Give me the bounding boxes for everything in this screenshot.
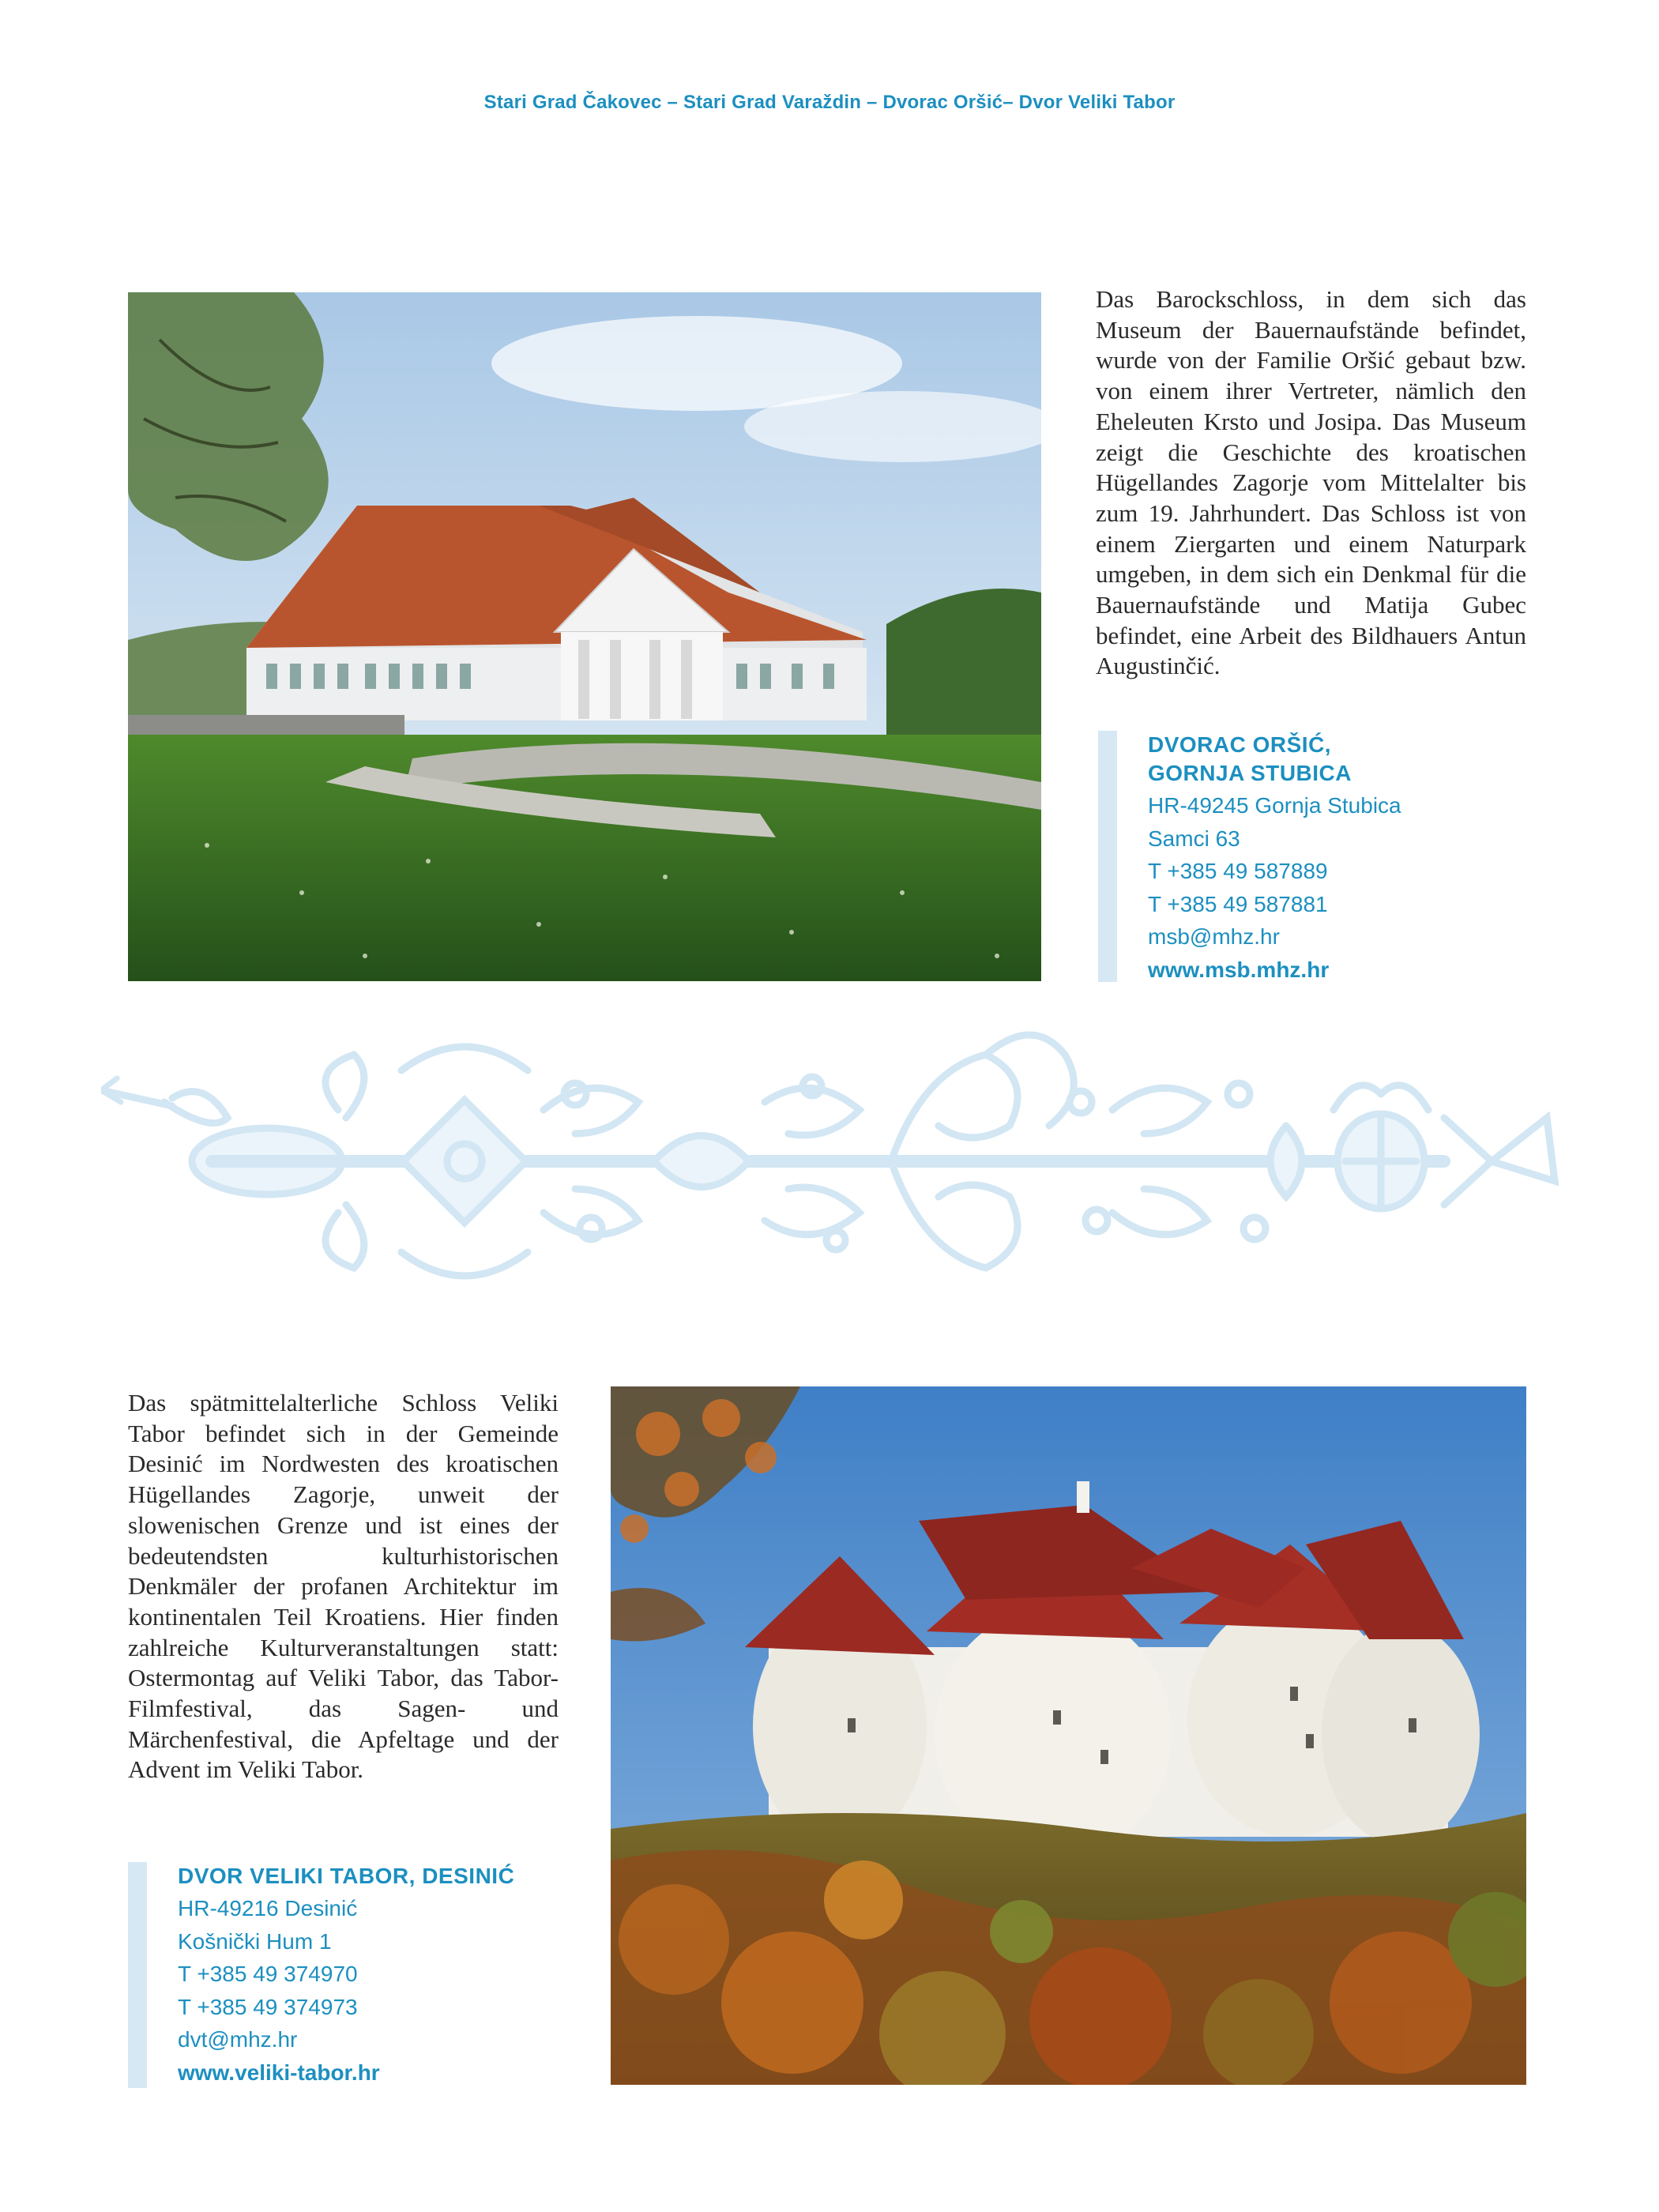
dvorac-orsic-contact xyxy=(1098,731,1493,982)
dvorac-orsic-image xyxy=(128,292,1041,981)
contact-name: DVOR VELIKI TABOR, DESINIĆ xyxy=(178,1864,515,1888)
running-header: Stari Grad Čakovec – Stari Grad Varaždin – Dvorac Oršić– Dvor Veliki Tabor xyxy=(483,92,1176,113)
contact-name-line2: GORNJA STUBICA xyxy=(1148,761,1352,785)
veliki-tabor-image xyxy=(611,1386,1526,2085)
contact-phone-1: T +385 49 374970 xyxy=(178,1962,358,1986)
contact-phone-1: T +385 49 587889 xyxy=(1148,859,1328,883)
decorative-ornament xyxy=(101,1023,1563,1300)
contact-email-link[interactable]: msb@mhz.hr xyxy=(1148,924,1280,949)
contact-street: Košnički Hum 1 xyxy=(178,1928,332,1954)
contact-street: Samci 63 xyxy=(1148,826,1240,851)
contact-accent-bar xyxy=(128,1862,147,2088)
contact-postal: HR-49245 Gornja Stubica xyxy=(1148,793,1401,818)
contact-postal: HR-49216 Desinić xyxy=(178,1896,358,1920)
contact-phone-2: T +385 49 587881 xyxy=(1148,891,1328,916)
veliki-tabor-photo xyxy=(611,1386,1526,2085)
contact-accent-bar xyxy=(1098,731,1117,982)
dvorac-orsic-photo xyxy=(128,292,1041,981)
veliki-tabor-contact xyxy=(128,1862,555,2088)
contact-website-link[interactable]: www.msb.mhz.hr xyxy=(1148,957,1330,982)
veliki-tabor-description: Das spätmittelalterliche Schloss Veliki Tabor befindet sich in der Gemeinde Desinić im Nordwesten des kroatischen Hügellandes Zagorje, unweit der slowenischen Grenze und ist eines der bedeutendsten kulturhistorischen Denkmäler der profanen Architektur im kontinentalen Teil Kroatiens. Hier finden zahlreiche Kulturveranstaltungen statt: Ostermontag auf Veliki Tabor, das Tabor-Filmfestival, das Sagen- und Märchenfestival, die Apfeltage und der Advent im Veliki Tabor. xyxy=(128,1389,559,1784)
contact-website-link[interactable]: www.veliki-tabor.hr xyxy=(178,2060,380,2085)
contact-phone-2: T +385 49 374973 xyxy=(178,1994,358,2019)
contact-name-line1: DVORAC ORŠIĆ, xyxy=(1148,732,1332,757)
contact-email-link[interactable]: dvt@mhz.hr xyxy=(178,2027,298,2052)
dvorac-orsic-description: Das Barockschloss, in dem sich das Museum der Bauernaufstände befindet, wurde von der Familie Oršić gebaut bzw. von einem ihrer Vertreter, nämlich den Eheleuten Krsto und Josipa. Das Museum zeigt die Geschichte des kroatischen Hügellandes Zagorje vom Mittelalter bis zum 19. Jahrhundert. Das Schloss ist von einem Ziergarten und einem Naturpark umgeben, in dem sich ein Denkmal für die Bauernaufstände und Matija Gubec befindet, eine Arbeit des Bildhauers Antun Augustinčić. xyxy=(1096,285,1526,680)
